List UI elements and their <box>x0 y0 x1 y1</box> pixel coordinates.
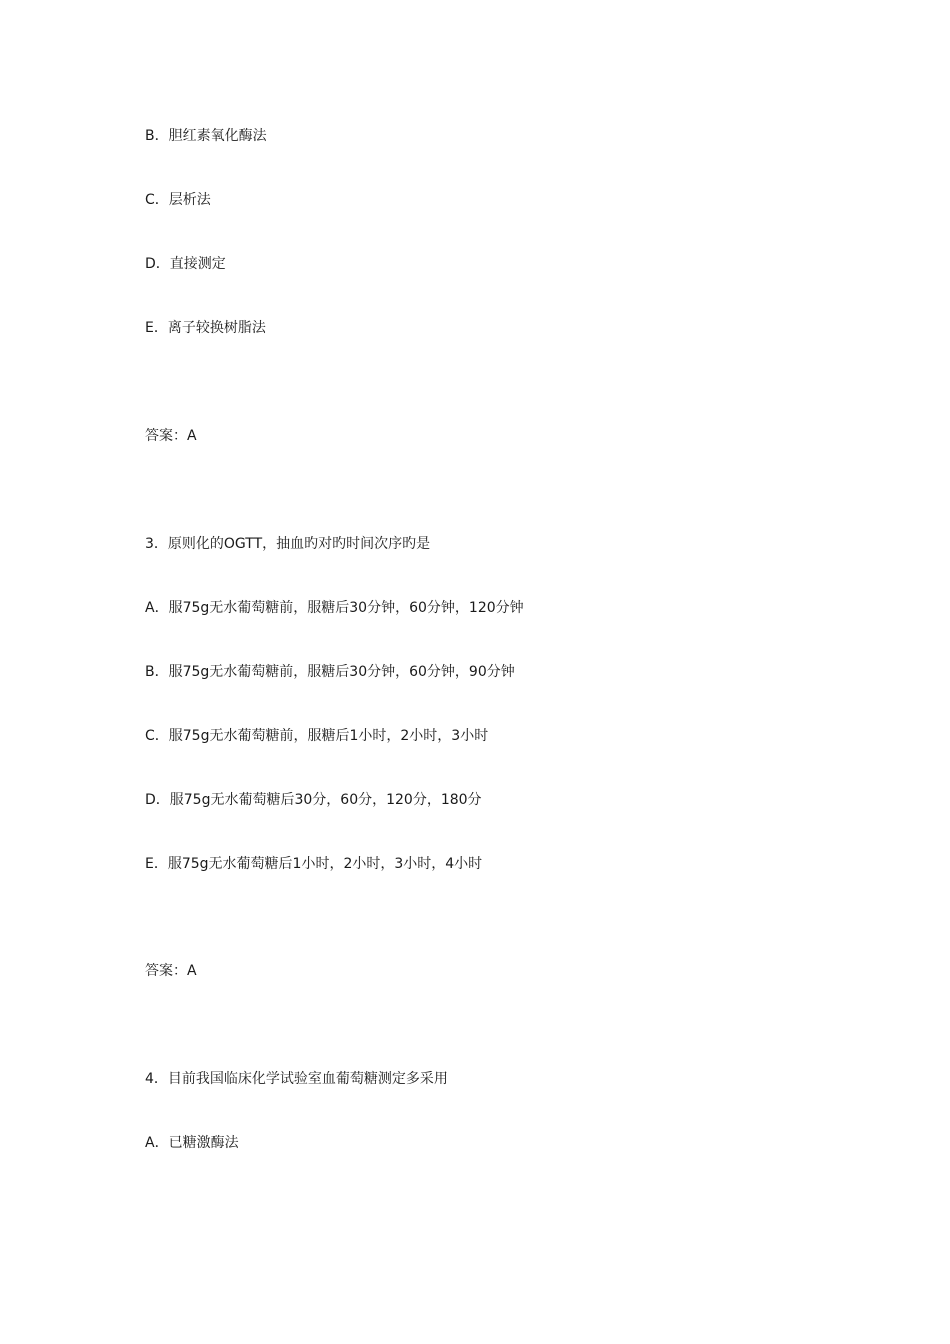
q3-option-b: B．服75g无水葡萄糖前，服糖后30分钟，60分钟，90分钟 <box>145 664 515 680</box>
q3-option-a: A．服75g无水葡萄糖前，服糖后30分钟，60分钟，120分钟 <box>145 600 524 616</box>
q3-question: 3．原则化的OGTT，抽血旳对旳时间次序旳是 <box>145 536 431 552</box>
q2-answer: 答案：A <box>145 428 197 444</box>
q2-option-c: C．层析法 <box>145 192 211 208</box>
q2-option-d: D．直接测定 <box>145 256 226 272</box>
q2-option-e: E．离子较换树脂法 <box>145 320 266 336</box>
q3-option-c: C．服75g无水葡萄糖前，服糖后1小时，2小时，3小时 <box>145 728 489 744</box>
q3-answer: 答案：A <box>145 963 197 979</box>
q3-option-e: E．服75g无水葡萄糖后1小时，2小时，3小时，4小时 <box>145 856 483 872</box>
q2-option-b: B．胆红素氧化酶法 <box>145 128 267 144</box>
q3-option-d: D．服75g无水葡萄糖后30分，60分，120分，180分 <box>145 792 482 808</box>
q4-question: 4．目前我国临床化学试验室血葡萄糖测定多采用 <box>145 1071 448 1087</box>
q4-option-a: A．已糖激酶法 <box>145 1135 239 1151</box>
